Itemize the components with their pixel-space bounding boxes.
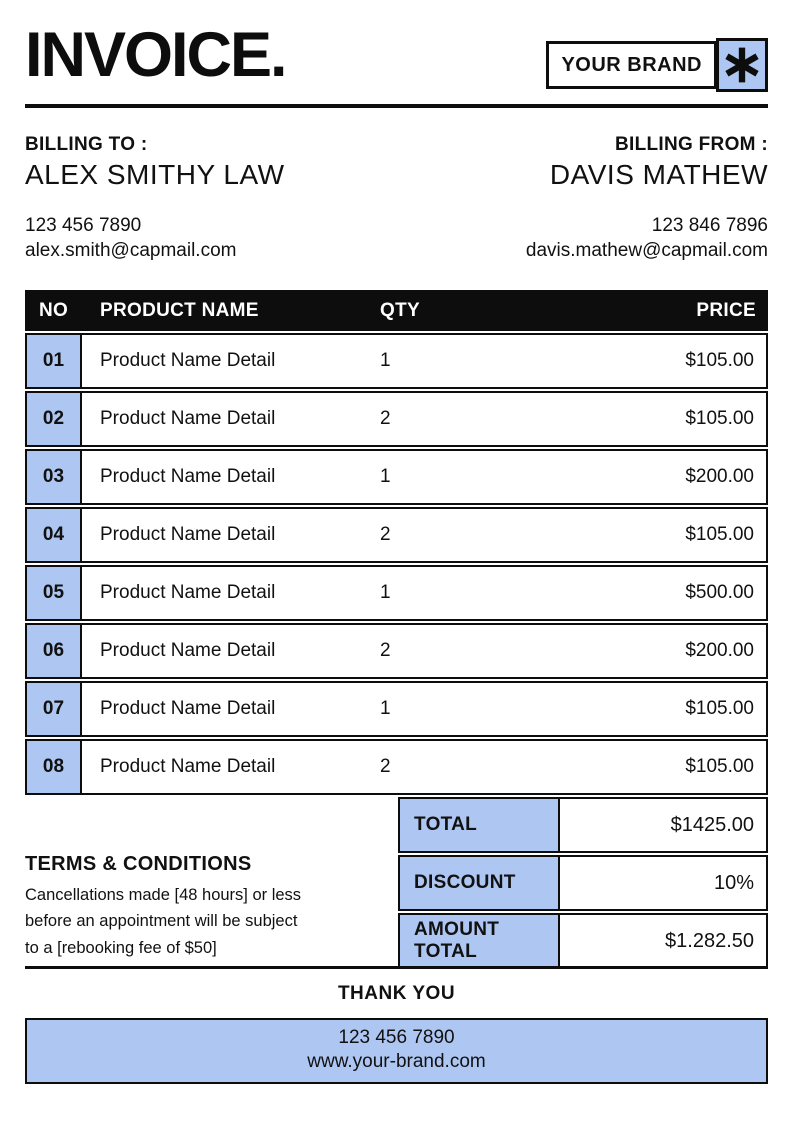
- table-row: [25, 623, 768, 679]
- product-name-cell: Product Name Detail: [100, 582, 276, 603]
- product-name-cell: Product Name Detail: [100, 466, 276, 487]
- qty-cell: 1: [380, 350, 391, 371]
- price-cell: $200.00: [685, 640, 754, 661]
- qty-cell: 2: [380, 756, 391, 777]
- row-number-cell: 03: [27, 451, 82, 503]
- price-cell: $200.00: [685, 466, 754, 487]
- thank-you-text: THANK YOU: [337, 983, 456, 1004]
- qty-cell: 2: [380, 640, 391, 661]
- row-number-cell: 08: [27, 741, 82, 793]
- totals-value: $1.282.50: [665, 929, 754, 952]
- row-number-cell: 07: [27, 683, 82, 735]
- items-table-header: [25, 290, 768, 331]
- price-cell: $105.00: [685, 408, 754, 429]
- billing-from-label: BILLING FROM :: [614, 134, 768, 155]
- header: [25, 0, 768, 92]
- totals-label: DISCOUNT: [400, 857, 560, 909]
- table-row: [25, 333, 768, 389]
- totals-row: [398, 913, 768, 969]
- footer: [25, 966, 768, 1084]
- price-cell: $105.00: [685, 524, 754, 545]
- billing-section: [25, 134, 768, 262]
- totals-row: [398, 797, 768, 853]
- price-cell: $105.00: [685, 698, 754, 719]
- footer-phone: 123 456 7890: [338, 1027, 455, 1048]
- terms-line: Cancellations made [48 hours] or less: [25, 886, 302, 904]
- totals-label: TOTAL: [400, 799, 560, 851]
- product-name-cell: Product Name Detail: [100, 756, 276, 777]
- row-number-cell: 05: [27, 567, 82, 619]
- summary-section: [25, 797, 768, 971]
- terms-body: [25, 884, 378, 959]
- product-name-cell: Product Name Detail: [100, 524, 276, 545]
- footer-contact-box: [25, 1018, 768, 1084]
- billing-from: [526, 134, 768, 262]
- row-number-cell: 02: [27, 393, 82, 445]
- header-qty: QTY: [380, 299, 420, 321]
- billing-from-phone: 123 846 7896: [651, 215, 768, 236]
- items-table-body: [25, 333, 768, 795]
- row-number-cell: 01: [27, 335, 82, 387]
- row-number-cell: 06: [27, 625, 82, 677]
- product-name-cell: Product Name Detail: [100, 350, 276, 371]
- table-row: [25, 507, 768, 563]
- table-row: [25, 565, 768, 621]
- billing-from-email: davis.mathew@capmail.com: [525, 240, 768, 261]
- qty-cell: 1: [380, 582, 391, 603]
- billing-to: [25, 134, 285, 262]
- brand-mark: [716, 38, 768, 92]
- totals-value: 10%: [713, 871, 754, 894]
- totals-label: AMOUNT TOTAL: [400, 915, 560, 967]
- qty-cell: 1: [380, 466, 391, 487]
- billing-to-label: BILLING TO :: [25, 134, 148, 155]
- totals-table: [398, 797, 768, 971]
- billing-to-name: ALEX SMITHY LAW: [25, 159, 285, 190]
- row-number-cell: 04: [27, 509, 82, 561]
- price-cell: $105.00: [685, 350, 754, 371]
- qty-cell: 2: [380, 524, 391, 545]
- terms-line: to a [rebooking fee of $50]: [25, 938, 217, 957]
- header-price: PRICE: [696, 299, 756, 321]
- table-row: [25, 739, 768, 795]
- price-cell: $500.00: [685, 582, 754, 603]
- totals-value: $1425.00: [670, 813, 754, 836]
- qty-cell: 1: [380, 698, 391, 719]
- header-no: NO: [38, 299, 69, 321]
- billing-from-name: DAVIS MATHEW: [549, 159, 768, 190]
- price-cell: $105.00: [685, 756, 754, 777]
- billing-to-email: alex.smith@capmail.com: [25, 240, 237, 261]
- table-row: [25, 449, 768, 505]
- footer-divider: [25, 966, 768, 969]
- brand-badge: [546, 38, 768, 92]
- footer-website: www.your-brand.com: [307, 1051, 486, 1072]
- terms-heading: TERMS & CONDITIONS: [25, 853, 252, 875]
- items-table: [25, 290, 768, 795]
- qty-cell: 2: [380, 408, 391, 429]
- brand-name: YOUR BRAND: [546, 41, 717, 89]
- header-divider: [25, 104, 768, 108]
- table-row: [25, 391, 768, 447]
- product-name-cell: Product Name Detail: [100, 698, 276, 719]
- terms-line: before an appointment will be subject: [25, 912, 298, 931]
- asterisk-icon: [723, 46, 761, 84]
- table-row: [25, 681, 768, 737]
- product-name-cell: Product Name Detail: [100, 640, 276, 661]
- terms-and-conditions: [25, 797, 398, 971]
- billing-to-phone: 123 456 7890: [25, 215, 142, 236]
- page-title: INVOICE.: [25, 20, 286, 90]
- product-name-cell: Product Name Detail: [100, 408, 276, 429]
- totals-row: [398, 855, 768, 911]
- header-product-name: PRODUCT NAME: [100, 299, 259, 321]
